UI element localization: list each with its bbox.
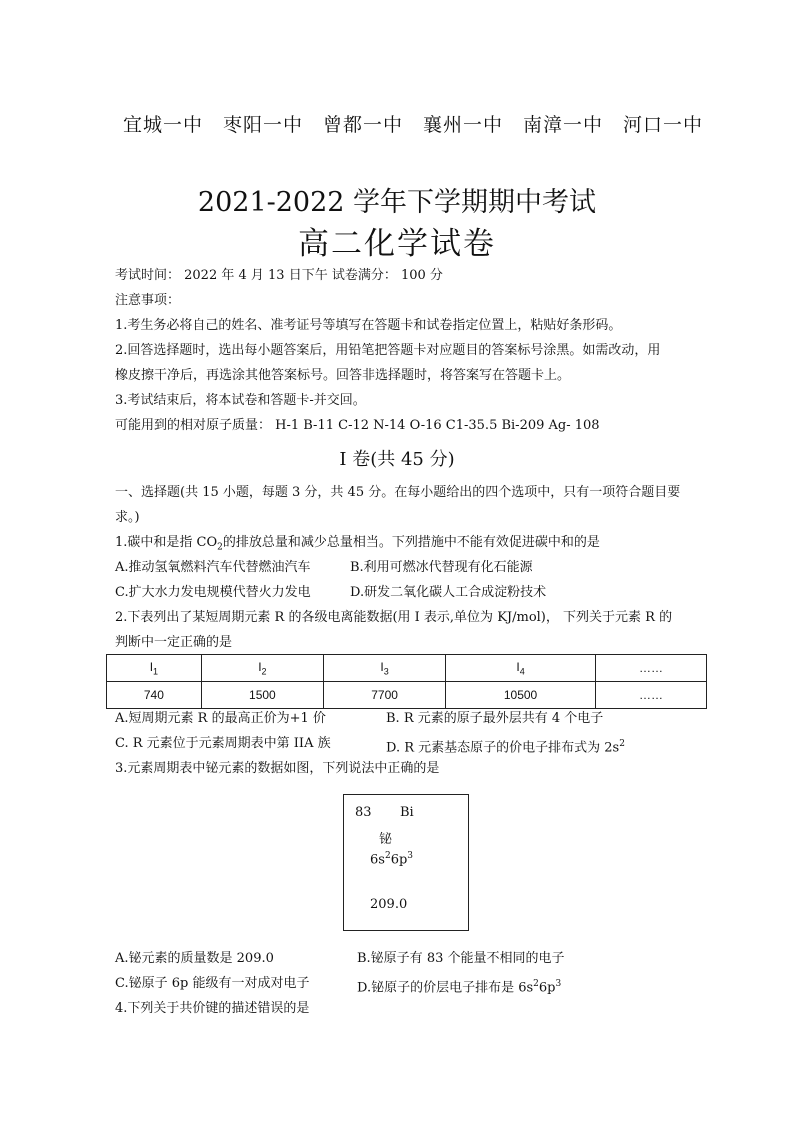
note-2a: 2.回答选择题时，选出每小题答案后，用铅笔把答题卡对应题目的答案标号涂黑。如需改动，用 — [115, 343, 661, 358]
table-header-cell: …… — [595, 655, 706, 682]
table-header-cell: $I_2$ — [201, 655, 323, 682]
element-name: 铋 — [379, 832, 393, 847]
section-title: I 卷(共 45 分) — [339, 449, 455, 470]
q1-option-d: D.研发二氧化碳人工合成淀粉技术 — [350, 585, 547, 600]
exam-info: 考试时间： 2022 年 4 月 13 日下午 试卷满分： 100 分 — [115, 268, 443, 283]
table-cell: …… — [595, 682, 706, 709]
q3-option-b: B.铋原子有 83 个能量不相同的电子 — [357, 951, 565, 966]
ionization-energy-table — [106, 654, 707, 709]
q1-option-a: A.推动氢氧燃料汽车代替燃油汽车 — [115, 560, 311, 575]
table-cell: 740 — [107, 682, 202, 709]
q2-option-b: B. R 元素的原子最外层共有 4 个电子 — [386, 711, 604, 726]
q3-option-c: C.铋原子 6p 能级有一对成对电子 — [115, 976, 310, 991]
table-header-row — [107, 655, 707, 682]
q3-option-a: A.铋元素的质量数是 209.0 — [115, 951, 274, 966]
section-desc-a: 一、选择题(共 15 小题，每题 3 分，共 45 分。在每小题给出的四个选项中，只有一项符合题目要 — [115, 485, 681, 500]
q1-option-c: C.扩大水力发电规模代替火力发电 — [115, 585, 311, 600]
q2-stem-b: 判断中一定正确的是 — [115, 635, 233, 650]
q4-stem: 4.下列关于共价键的描述错误的是 — [115, 1001, 310, 1016]
table-header-cell: $I_3$ — [323, 655, 445, 682]
note-2b: 橡皮擦干净后，再选涂其他答案标号。回答非选择题时，将答案写在答题卡上。 — [115, 368, 571, 383]
atomic-number: 83 — [355, 805, 372, 820]
q1-stem: 1.碳中和是指 $CO_2$的排放总量和减少总量相当。下列措施中不能有效促进碳中和的是 — [115, 535, 600, 553]
q2-stem-a: 2.下表列出了某短周期元素 R 的各级电离能数据(用 I 表示,单位为 KJ/mol)， 下列关于元素 R 的 — [115, 610, 673, 625]
table-cell: 7700 — [323, 682, 445, 709]
table-cell: 10500 — [446, 682, 596, 709]
table-row — [107, 682, 707, 709]
note-1: 1.考生务必将自己的姓名、准考证号等填写在答题卡和试卷指定位置上，粘贴好条形码。 — [115, 318, 622, 333]
electron-config: $6s^26p^3$ — [370, 851, 414, 868]
q1-option-b: B.利用可燃冰代替现有化石能源 — [350, 560, 533, 575]
section-desc-b: 求。) — [115, 510, 140, 525]
q2-option-a: A.短周期元素 R 的最高正价为+1 价 — [115, 711, 326, 726]
q2-option-d: D. R 元素基态原子的价电子排布式为 $2s^2$ — [386, 739, 625, 756]
school-list: 宜城一中 枣阳一中 曾都一中 襄州一中 南漳一中 河口一中 — [122, 114, 703, 136]
atomic-mass: 209.0 — [370, 897, 408, 912]
notes-title: 注意事项： — [115, 293, 181, 308]
q3-option-d: D.铋原子的价层电子排布是 $6s^26p^3$ — [357, 979, 562, 996]
atomic-mass-list: 可能用到的相对原子质量： H-1 B-11 C-12 N-14 O-16 C1-35.5 Bi-209 Ag- 108 — [115, 418, 600, 433]
element-symbol: Bi — [400, 805, 414, 820]
table-header-cell: $I_1$ — [107, 655, 202, 682]
exam-subject-title: 高二化学试卷 — [298, 226, 496, 262]
exam-title: 2021-2022 学年下学期期中考试 — [197, 187, 597, 218]
table-cell: 1500 — [201, 682, 323, 709]
table-header-cell: $I_4$ — [446, 655, 596, 682]
q2-option-c: C. R 元素位于元素周期表中第 IIA 族 — [115, 736, 331, 751]
element-card-bismuth — [343, 794, 469, 931]
q3-stem: 3.元素周期表中铋元素的数据如图，下列说法中正确的是 — [115, 761, 440, 776]
note-3: 3.考试结束后，将本试卷和答题卡-并交回。 — [115, 393, 366, 408]
